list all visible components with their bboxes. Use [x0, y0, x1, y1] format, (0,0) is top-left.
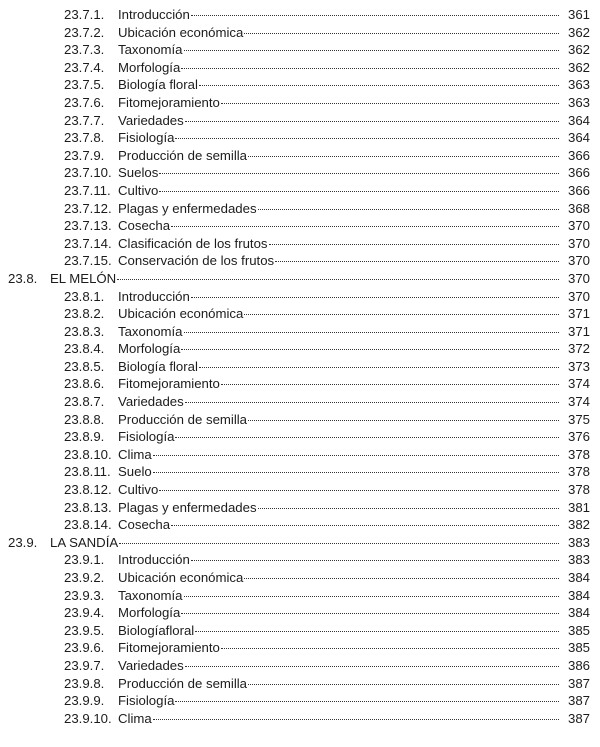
dot-leader: [185, 401, 559, 403]
toc-entry: [0, 375, 600, 393]
toc-entry: [0, 305, 600, 323]
dot-leader: [248, 155, 559, 157]
entry-page-number: 383: [567, 534, 590, 550]
entry-page-number: 366: [567, 165, 590, 181]
entry-number: 23.9.1.: [64, 552, 105, 568]
entry-title: Fitomejoramiento: [118, 376, 220, 392]
entry-number: 23.8.8.: [64, 411, 105, 427]
entry-title: Clasificación de los frutos: [118, 235, 268, 251]
toc-entry: [0, 147, 600, 165]
dot-leader: [185, 120, 559, 122]
entry-title: Conservación de los frutos: [118, 253, 275, 269]
entry-page-number: 362: [567, 42, 590, 58]
dot-leader: [199, 366, 559, 368]
entry-title: Variedades: [118, 112, 184, 128]
entry-page-number: 387: [567, 693, 590, 709]
dot-leader: [195, 630, 559, 632]
entry-page-number: 378: [567, 482, 590, 498]
toc-entry: [0, 587, 600, 605]
dot-leader: [184, 595, 559, 597]
toc-entry: [0, 59, 600, 77]
entry-number: 23.9.3.: [64, 587, 105, 603]
entry-page-number: 362: [567, 59, 590, 75]
toc-entry: [0, 604, 600, 622]
toc-entry: [0, 569, 600, 587]
entry-page-number: 366: [567, 182, 590, 198]
entry-title: Producción de semilla: [118, 675, 248, 691]
entry-page-number: 362: [567, 24, 590, 40]
entry-page-number: 363: [567, 77, 590, 93]
entry-title: Ubicación económica: [118, 306, 244, 322]
entry-title: Fisiología: [118, 429, 175, 445]
entry-page-number: 387: [567, 710, 590, 726]
dot-leader: [258, 507, 559, 509]
toc-section-heading: [0, 270, 600, 288]
toc-entry: [0, 622, 600, 640]
entry-number: 23.8.2.: [64, 306, 105, 322]
dot-leader: [153, 454, 559, 456]
entry-number: 23.8.: [8, 270, 38, 286]
entry-title: Fitomejoramiento: [118, 640, 220, 656]
dot-leader: [184, 49, 559, 51]
entry-title: Fisiología: [118, 130, 175, 146]
entry-number: 23.7.10.: [64, 165, 112, 181]
toc-entry: [0, 94, 600, 112]
entry-title: LA SANDÍA: [50, 534, 119, 550]
entry-number: 23.9.4.: [64, 605, 105, 621]
entry-number: 23.7.11.: [64, 182, 111, 198]
toc-entry: [0, 411, 600, 429]
entry-page-number: 371: [567, 306, 590, 322]
entry-number: 23.7.15.: [64, 253, 112, 269]
entry-number: 23.7.2.: [64, 24, 105, 40]
dot-leader: [181, 67, 559, 69]
dot-leader: [244, 313, 559, 315]
entry-page-number: 374: [567, 394, 590, 410]
entry-page-number: 368: [567, 200, 590, 216]
toc-entry: [0, 358, 600, 376]
dot-leader: [181, 348, 559, 350]
dot-leader: [171, 225, 559, 227]
toc-entry: [0, 710, 600, 728]
dot-leader: [119, 542, 559, 544]
toc-entry: [0, 675, 600, 693]
dot-leader: [159, 489, 559, 491]
entry-title: Morfología: [118, 605, 181, 621]
entry-title: Introducción: [118, 552, 190, 568]
entry-title: Variedades: [118, 657, 184, 673]
toc-entry: [0, 112, 600, 130]
entry-number: 23.8.3.: [64, 323, 105, 339]
entry-page-number: 375: [567, 411, 590, 427]
dot-leader: [175, 436, 559, 438]
entry-page-number: 366: [567, 147, 590, 163]
entry-page-number: 361: [567, 7, 590, 22]
entry-title: Producción de semilla: [118, 147, 248, 163]
entry-number: 23.8.4.: [64, 341, 105, 357]
toc-entry: [0, 692, 600, 710]
entry-page-number: 386: [567, 657, 590, 673]
toc-entry: [0, 516, 600, 534]
entry-title: Morfología: [118, 341, 181, 357]
dot-leader: [248, 419, 559, 421]
entry-title: Plagas y enfermedades: [118, 499, 257, 515]
toc-entry: [0, 235, 600, 253]
entry-number: 23.8.13.: [64, 499, 112, 515]
entry-page-number: 373: [567, 358, 590, 374]
entry-number: 23.9.: [8, 534, 38, 550]
entry-number: 23.7.4.: [64, 59, 105, 75]
toc-entry: [0, 340, 600, 358]
entry-title: Suelos: [118, 165, 159, 181]
entry-title: Fitomejoramiento: [118, 94, 220, 110]
entry-title: Biología floral: [118, 77, 198, 93]
entry-number: 23.9.6.: [64, 640, 105, 656]
toc-entry: [0, 76, 600, 94]
entry-page-number: 363: [567, 94, 590, 110]
entry-title: Fisiología: [118, 693, 175, 709]
toc-entry: [0, 129, 600, 147]
entry-page-number: 383: [567, 552, 590, 568]
entry-page-number: 385: [567, 640, 590, 656]
toc-entry: [0, 657, 600, 675]
entry-number: 23.8.7.: [64, 394, 105, 410]
entry-page-number: 384: [567, 605, 590, 621]
toc-entry: [0, 200, 600, 218]
toc-entry: [0, 393, 600, 411]
entry-page-number: 385: [567, 622, 590, 638]
dot-leader: [175, 137, 559, 139]
entry-number: 23.8.5.: [64, 358, 105, 374]
entry-number: 23.8.9.: [64, 429, 105, 445]
dot-leader: [258, 208, 559, 210]
entry-page-number: 387: [567, 675, 590, 691]
entry-title: Plagas y enfermedades: [118, 200, 257, 216]
dot-leader: [244, 577, 559, 579]
entry-page-number: 382: [567, 517, 590, 533]
entry-title: Variedades: [118, 394, 184, 410]
entry-number: 23.9.2.: [64, 570, 105, 585]
dot-leader: [159, 172, 559, 174]
entry-title: Biología floral: [118, 358, 198, 374]
entry-page-number: 376: [567, 429, 590, 445]
toc-entry: [0, 288, 600, 306]
entry-title: Taxonomía: [118, 587, 183, 603]
entry-title: Taxonomía: [118, 323, 183, 339]
entry-page-number: 378: [567, 464, 590, 480]
toc-section-heading: [0, 534, 600, 552]
dot-leader: [159, 190, 559, 192]
entry-number: 23.8.11.: [64, 464, 111, 480]
entry-title: Producción de semilla: [118, 411, 248, 427]
toc-entry: [0, 164, 600, 182]
dot-leader: [269, 243, 559, 245]
dot-leader: [221, 383, 559, 385]
entry-title: Clima: [118, 710, 152, 726]
entry-number: 23.9.9.: [64, 693, 105, 709]
toc-entry: [0, 481, 600, 499]
entry-page-number: 370: [567, 253, 590, 269]
entry-title: Clima: [118, 446, 152, 462]
entry-title: Morfología: [118, 59, 181, 75]
entry-title: Cultivo: [118, 482, 159, 498]
entry-number: 23.7.3.: [64, 42, 105, 58]
dot-leader: [184, 331, 559, 333]
entry-number: 23.7.13.: [64, 218, 112, 234]
entry-number: 23.8.1.: [64, 288, 105, 304]
entry-number: 23.8.10.: [64, 446, 112, 462]
entry-page-number: 384: [567, 587, 590, 603]
entry-number: 23.7.7.: [64, 112, 105, 128]
dot-leader: [244, 32, 559, 34]
dot-leader: [171, 524, 559, 526]
toc-entry: [0, 323, 600, 341]
entry-page-number: 371: [567, 323, 590, 339]
entry-number: 23.7.1.: [64, 7, 105, 22]
toc-entry: [0, 463, 600, 481]
entry-number: 23.8.6.: [64, 376, 105, 392]
toc-entry: [0, 446, 600, 464]
entry-page-number: 381: [567, 499, 590, 515]
entry-title: Ubicación económica: [118, 570, 244, 585]
dot-leader: [248, 683, 559, 685]
entry-number: 23.7.5.: [64, 77, 105, 93]
toc-entry: [0, 252, 600, 270]
dot-leader: [191, 296, 559, 298]
entry-title: Biologíafloral: [118, 622, 195, 638]
entry-title: Introducción: [118, 288, 190, 304]
dot-leader: [117, 278, 559, 280]
dot-leader: [185, 665, 559, 667]
toc-entry: [0, 217, 600, 235]
toc-entry: [0, 182, 600, 200]
entry-title: Ubicación económica: [118, 24, 244, 40]
toc-entry: [0, 41, 600, 59]
dot-leader: [199, 84, 559, 86]
toc-entry: [0, 639, 600, 657]
toc-entry: [0, 499, 600, 517]
entry-number: 23.7.6.: [64, 94, 105, 110]
entry-title: EL MELÓN: [50, 270, 117, 286]
entry-title: Cosecha: [118, 218, 171, 234]
entry-page-number: 384: [567, 570, 590, 585]
entry-number: 23.9.10.: [64, 710, 112, 726]
dot-leader: [191, 559, 559, 561]
dot-leader: [181, 612, 559, 614]
dot-leader: [191, 14, 559, 16]
entry-title: Cultivo: [118, 182, 159, 198]
entry-number: 23.7.9.: [64, 147, 105, 163]
toc-entry: [0, 6, 600, 24]
entry-page-number: 370: [567, 218, 590, 234]
dot-leader: [175, 700, 559, 702]
entry-number: 23.8.14.: [64, 517, 112, 533]
dot-leader: [153, 471, 559, 473]
dot-leader: [275, 260, 559, 262]
entry-number: 23.9.8.: [64, 675, 105, 691]
entry-page-number: 378: [567, 446, 590, 462]
entry-number: 23.7.14.: [64, 235, 112, 251]
entry-page-number: 370: [567, 235, 590, 251]
entry-title: Introducción: [118, 7, 190, 22]
toc-entry: [0, 551, 600, 569]
entry-number: 23.8.12.: [64, 482, 112, 498]
dot-leader: [153, 718, 559, 720]
toc-entry: [0, 428, 600, 446]
entry-page-number: 372: [567, 341, 590, 357]
entry-number: 23.7.8.: [64, 130, 105, 146]
entry-title: Cosecha: [118, 517, 171, 533]
entry-page-number: 374: [567, 376, 590, 392]
entry-number: 23.7.12.: [64, 200, 112, 216]
entry-page-number: 370: [567, 288, 590, 304]
toc-entry: [0, 24, 600, 42]
entry-number: 23.9.5.: [64, 622, 105, 638]
entry-page-number: 370: [567, 270, 590, 286]
dot-leader: [221, 102, 559, 104]
entry-title: Suelo: [118, 464, 152, 480]
entry-number: 23.9.7.: [64, 657, 105, 673]
entry-page-number: 364: [567, 112, 590, 128]
entry-title: Taxonomía: [118, 42, 183, 58]
entry-page-number: 364: [567, 130, 590, 146]
dot-leader: [221, 647, 559, 649]
